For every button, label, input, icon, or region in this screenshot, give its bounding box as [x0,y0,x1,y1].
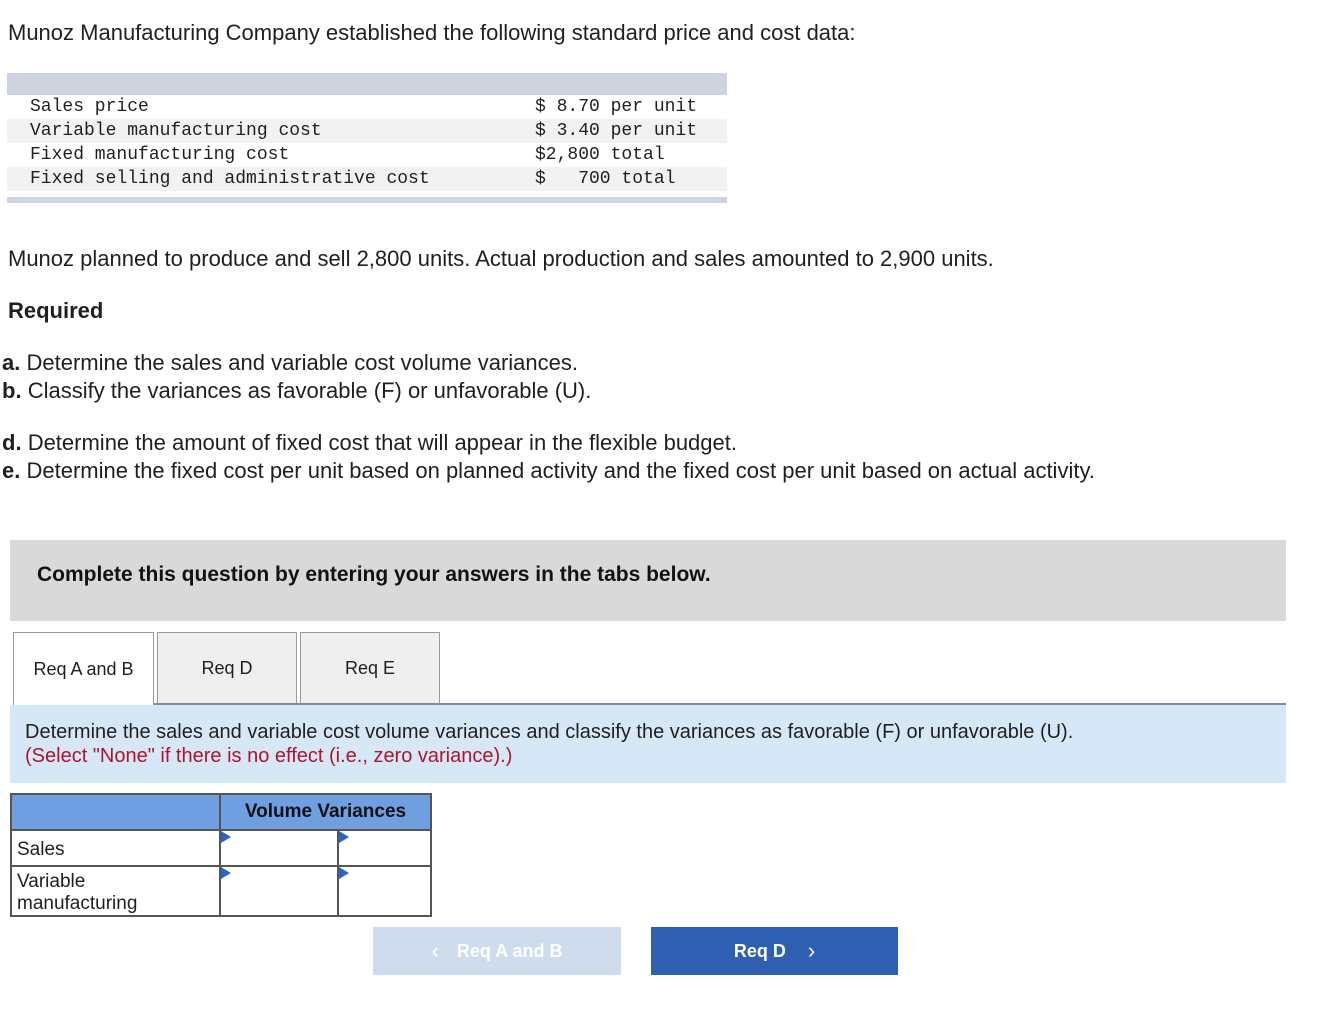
table-row [7,95,727,119]
requirement-letter: b. [2,378,22,403]
volume-variances-table [10,793,432,917]
row-label: Fixed selling and administrative cost [30,169,430,189]
dropdown-indicator-icon [221,867,231,879]
table-bottom-bar [7,197,727,203]
standard-cost-table [7,73,727,203]
header-blank [11,794,220,830]
variable-variance-amount-input[interactable] [220,866,338,916]
banner-text: Complete this question by entering your answers in the tabs below. [37,563,711,586]
tab-req-e[interactable]: Req E [300,632,440,704]
row-value: $ 700 total [535,169,676,189]
table-top-bar [7,73,727,95]
requirement-b [2,377,591,405]
dropdown-indicator-icon [339,831,349,843]
requirements-list-ab [2,349,591,405]
required-heading: Required [8,298,104,323]
next-tab-button[interactable] [651,927,898,975]
row-label-sales [11,830,220,866]
tab-req-a-and-b[interactable]: Req A and B [13,632,154,705]
requirement-letter: a. [2,350,21,375]
chevron-left-icon: ‹ [431,938,439,963]
volume-variances-header: Volume Variances [220,794,431,830]
scenario-text: Munoz planned to produce and sell 2,800 units. Actual production and sales amounted to 2,900 units. [8,246,994,271]
row-value: $ 8.70 per unit [535,97,698,117]
requirement-letter: e. [2,458,21,483]
tab-instructions [10,705,1286,783]
variable-variance-type-select[interactable] [338,866,431,916]
requirement-letter: d. [2,430,22,455]
requirement-text: Determine the sales and variable cost volume variances. [26,350,578,375]
row-label-text: Variable manufacturing [17,871,138,914]
row-label-variable-manufacturing [11,866,220,916]
requirement-text: Determine the fixed cost per unit based on planned activity and the fixed cost per unit based on actual activity. [26,458,1095,483]
table-row [11,866,431,916]
table-row [7,167,727,191]
instruction-text: Determine the sales and variable cost volume variances and classify the variances as favorable (F) or unfavorable (U). [25,721,1074,743]
requirement-d [2,429,1095,457]
row-value: $2,800 total [535,145,665,165]
row-label-text: Sales [17,839,65,860]
row-label: Variable manufacturing cost [30,121,322,141]
requirement-a [2,349,591,377]
requirement-e [2,457,1095,485]
table-header-row [11,794,431,830]
table-row [11,830,431,866]
requirement-text: Classify the variances as favorable (F) or unfavorable (U). [27,378,592,403]
requirements-list-de [2,429,1095,485]
intro-text: Munoz Manufacturing Company established the following standard price and cost data: [8,20,856,45]
row-label: Fixed manufacturing cost [30,145,290,165]
next-button-label: Req D [733,940,786,961]
sales-variance-type-select[interactable] [338,830,431,866]
instruction-note: (Select "None" if there is no effect (i.e., zero variance).) [25,745,513,767]
chevron-right-icon: › [807,938,816,963]
row-label: Sales price [30,97,149,117]
instruction-banner [10,540,1286,621]
prev-button-label: Req A and B [456,940,563,961]
tab-req-d[interactable]: Req D [157,632,297,704]
table-row [7,119,727,143]
prev-tab-button[interactable] [373,927,621,975]
dropdown-indicator-icon [221,831,231,843]
row-value: $ 3.40 per unit [535,121,698,141]
table-row [7,143,727,167]
requirement-text: Determine the amount of fixed cost that will appear in the flexible budget. [27,430,737,455]
dropdown-indicator-icon [339,867,349,879]
sales-variance-amount-input[interactable] [220,830,338,866]
